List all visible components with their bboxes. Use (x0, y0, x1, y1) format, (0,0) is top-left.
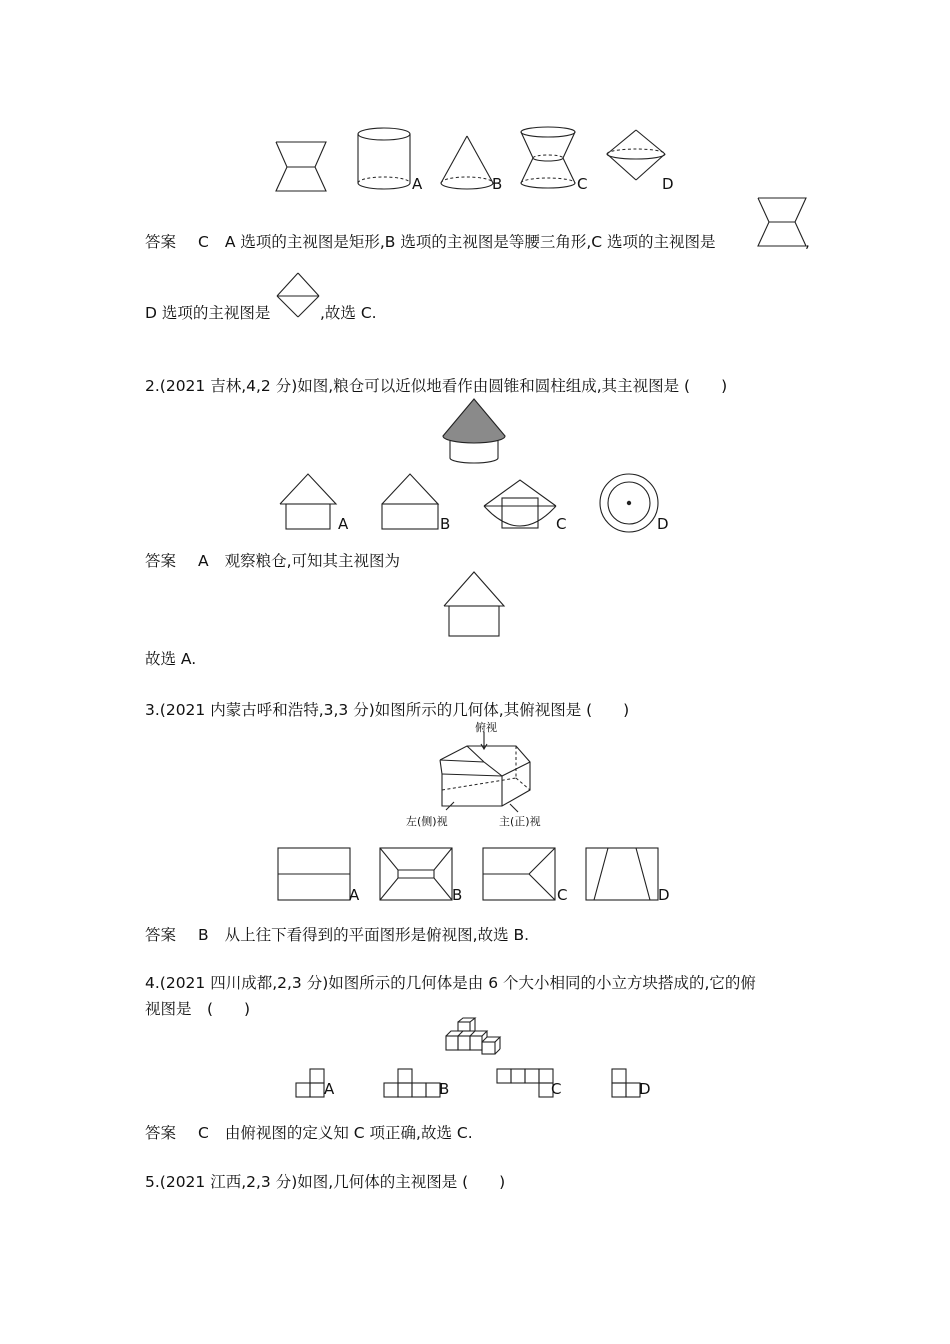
q4-prompt-line-1: 4.(2021 四川成都,2,3 分)如图所示的几何体是由 6 个大小相同的小立方块搭成的,它的俯 (145, 974, 756, 992)
q3-option-a-letter: A (349, 886, 360, 904)
q1-option-a-letter: A (412, 175, 423, 193)
q2-option-c-letter: C (556, 515, 567, 533)
q2-option-a-letter: A (338, 515, 349, 533)
q2-answer-conclusion: 故选 A. (145, 650, 197, 668)
q2-option-b-letter: B (440, 515, 451, 533)
answer-explanation: 由俯视图的定义知 C 项正确,故选 C. (224, 1124, 473, 1142)
answer-choice: B (198, 926, 209, 944)
q2-prompt: 2.(2021 吉林,4,2 分)如图,粮仓可以近似地看作由圆锥和圆柱组成,其主视图是 ( ) (145, 377, 728, 395)
q4-option-b-letter: B (439, 1080, 450, 1098)
q1-answer-line-2-start: D 选项的主视图是 (145, 304, 271, 322)
answer-tag: 答案 (145, 926, 177, 944)
q5-prompt: 5.(2021 江西,2,3 分)如图,几何体的主视图是 ( ) (145, 1173, 506, 1191)
q3-option-d-letter: D (658, 886, 670, 904)
q4-option-c-letter: C (551, 1080, 562, 1098)
answer-explanation: A 选项的主视图是矩形,B 选项的主视图是等腰三角形,C 选项的主视图是 (224, 233, 716, 251)
q4-cubes-figure (444, 1018, 506, 1058)
q3-option-b-figure (378, 846, 456, 904)
q1-answer-line-1-end: , (805, 233, 810, 251)
q1-option-a-cylinder (355, 125, 417, 193)
q1-option-d-letter: D (662, 175, 674, 193)
answer-tag: 答案 (145, 552, 177, 570)
q1-answer-inline-hourglass (756, 196, 812, 252)
q3-prompt: 3.(2021 内蒙古呼和浩特,3,3 分)如图所示的几何体,其俯视图是 ( ) (145, 701, 630, 719)
q4-option-a-figure (295, 1068, 327, 1100)
q1-answer-line-2-end: ,故选 C. (320, 304, 377, 322)
q4-prompt-line-2: 视图是 ( ) (145, 1000, 251, 1018)
q4-option-d-letter: D (639, 1080, 651, 1098)
q3-option-a-figure (276, 846, 354, 904)
q1-option-c-double-cone (518, 125, 582, 193)
q3-label-left-view: 左(侧)视 (406, 815, 448, 828)
q1-answer-line-1 (145, 231, 716, 253)
answer-choice: C (198, 233, 209, 251)
q3-label-front-view: 主(正)视 (499, 815, 541, 828)
q4-option-c-figure (496, 1068, 556, 1100)
q2-option-a-figure (278, 470, 340, 532)
q1-option-d-bicone (604, 128, 670, 186)
q4-option-a-letter: A (324, 1080, 335, 1098)
answer-explanation: 观察粮仓,可知其主视图为 (224, 552, 401, 570)
q2-option-d-letter: D (657, 515, 669, 533)
answer-tag: 答案 (145, 233, 177, 251)
q2-answer-line (145, 550, 400, 572)
answer-explanation: 从上往下看得到的平面图形是俯视图,故选 B. (224, 926, 530, 944)
q1-hourglass-figure (272, 140, 332, 196)
q3-option-d-figure (584, 846, 662, 904)
q3-option-b-letter: B (452, 886, 463, 904)
q1-option-c-letter: C (577, 175, 588, 193)
q2-answer-front-view-figure (442, 570, 508, 640)
answer-tag: 答案 (145, 1124, 177, 1142)
q3-label-top-view: 俯视 (475, 721, 497, 734)
q2-granary-figure (440, 396, 512, 468)
q2-option-b-figure (380, 470, 442, 532)
q3-answer-line (145, 924, 529, 946)
answer-choice: C (198, 1124, 209, 1142)
q1-option-b-cone (438, 133, 498, 193)
answer-choice: A (198, 552, 209, 570)
q2-option-c-figure (482, 478, 562, 534)
q3-option-c-figure (481, 846, 559, 904)
q3-option-c-letter: C (557, 886, 568, 904)
q4-option-b-figure (383, 1068, 443, 1100)
q2-option-d-figure (598, 474, 660, 536)
q4-answer-line (145, 1122, 473, 1144)
q1-option-b-letter: B (492, 175, 503, 193)
